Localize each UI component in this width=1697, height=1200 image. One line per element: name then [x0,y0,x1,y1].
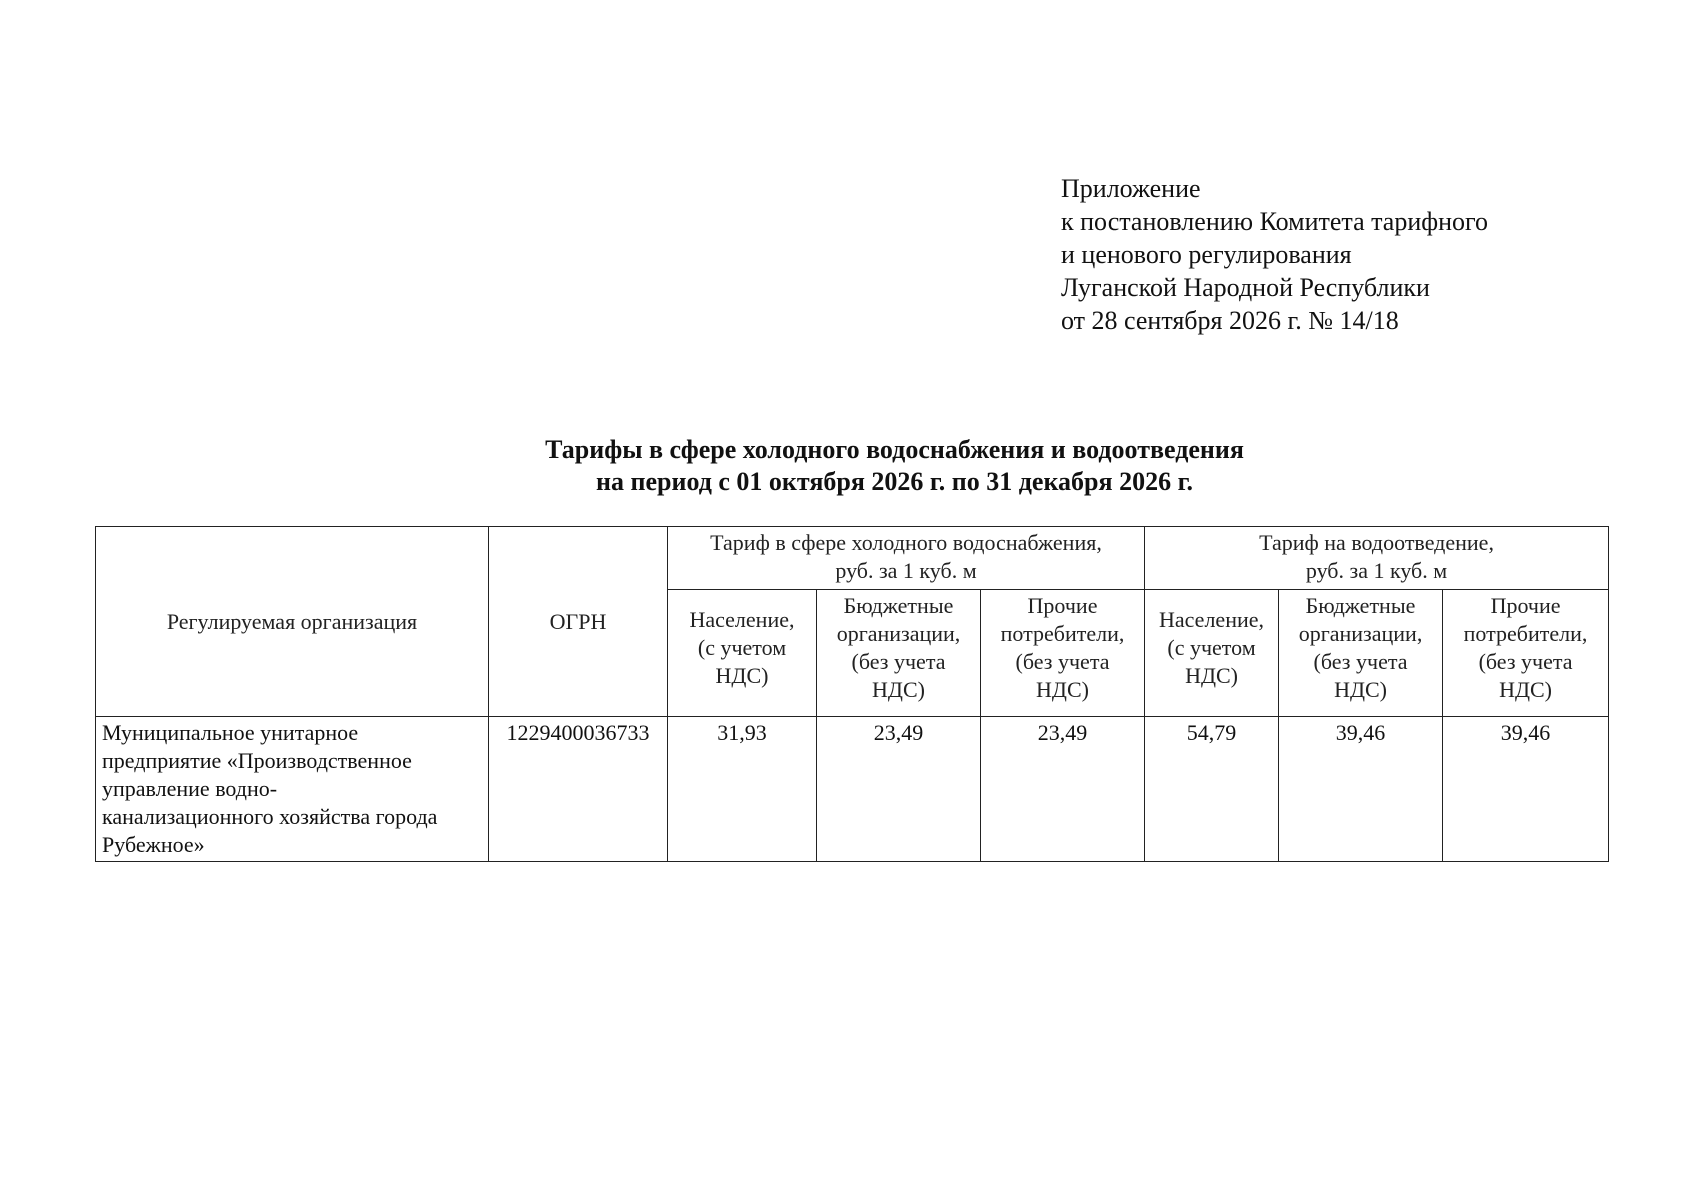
header-text: НДС) [872,677,925,702]
header-waste-population [1145,590,1279,717]
header-water-supply-group [668,527,1145,590]
header-ogrn [489,527,668,717]
appendix-line: Луганской Народной Республики [1061,273,1430,302]
waste-population-cell: 54,79 [1145,717,1279,862]
header-waste-other [1443,590,1609,717]
header-text: организации, [836,621,961,646]
header-text: (с учетом [1167,635,1256,660]
table-row [96,717,1609,862]
waste-budget-cell: 39,46 [1279,717,1443,862]
header-text: НДС) [1334,677,1387,702]
header-text: (без учета [1313,649,1408,674]
appendix-block [1061,172,1488,337]
header-organization [96,527,489,717]
header-water-budget [817,590,981,717]
header-text: Население, [1159,607,1265,632]
header-organization-label: Регулируемая организация [166,608,418,634]
water-population-cell: 31,93 [668,717,817,862]
header-wastewater-line2: руб. за 1 куб. м [1305,558,1448,583]
header-water-supply-line1: Тариф в сфере холодного водоснабжения, [710,530,1102,555]
header-text: (без учета [851,649,946,674]
organization-cell [96,717,489,862]
header-text: (без учета [1015,649,1110,674]
title-line-2: на период с 01 октября 2026 г. по 31 декабря 2026 г. [596,467,1193,496]
header-text: Прочие [1490,593,1561,618]
header-text: организации, [1298,621,1423,646]
water-other-cell: 23,49 [981,717,1145,862]
header-text: Прочие [1027,593,1098,618]
header-text: Бюджетные [1305,593,1416,618]
organization-name-line: канализационного хозяйства города [102,804,438,829]
appendix-date-line: от 28 сентября 2026 г. № 14/18 [1061,306,1399,335]
waste-other-cell: 39,46 [1443,717,1609,862]
header-text: НДС) [1499,677,1552,702]
header-text: потребители, [1000,621,1125,646]
appendix-line: Приложение [1061,174,1201,203]
header-text: НДС) [715,663,769,688]
header-text: (без учета [1478,649,1573,674]
header-waste-budget [1279,590,1443,717]
header-text: НДС) [1036,677,1089,702]
header-wastewater-line1: Тариф на водоотведение, [1259,530,1494,555]
tariffs-table [95,526,1609,862]
organization-name-line: предприятие «Производственное [102,748,412,773]
header-water-supply-line2: руб. за 1 куб. м [835,558,977,583]
header-text: Бюджетные [843,593,954,618]
water-budget-cell: 23,49 [817,717,981,862]
organization-name-line: Муниципальное унитарное [102,720,359,745]
appendix-line: и ценового регулирования [1061,240,1352,269]
document-title [0,434,1697,498]
title-line-1: Тарифы в сфере холодного водоснабжения и водоотведения [545,435,1244,464]
header-water-other [981,590,1145,717]
header-text: (с учетом [697,635,787,660]
organization-name-line: Рубежное» [102,832,205,857]
header-ogrn-label: ОГРН [549,608,607,634]
header-water-population [668,590,817,717]
header-text: НДС) [1185,663,1238,688]
ogrn-cell: 1229400036733 [489,717,668,862]
organization-name-line: управление водно- [102,776,278,801]
header-text: Население, [689,607,795,632]
header-row-top [96,527,1609,590]
appendix-line: к постановлению Комитета тарифного [1061,207,1489,236]
header-text: потребители, [1463,621,1588,646]
header-wastewater-group [1145,527,1609,590]
